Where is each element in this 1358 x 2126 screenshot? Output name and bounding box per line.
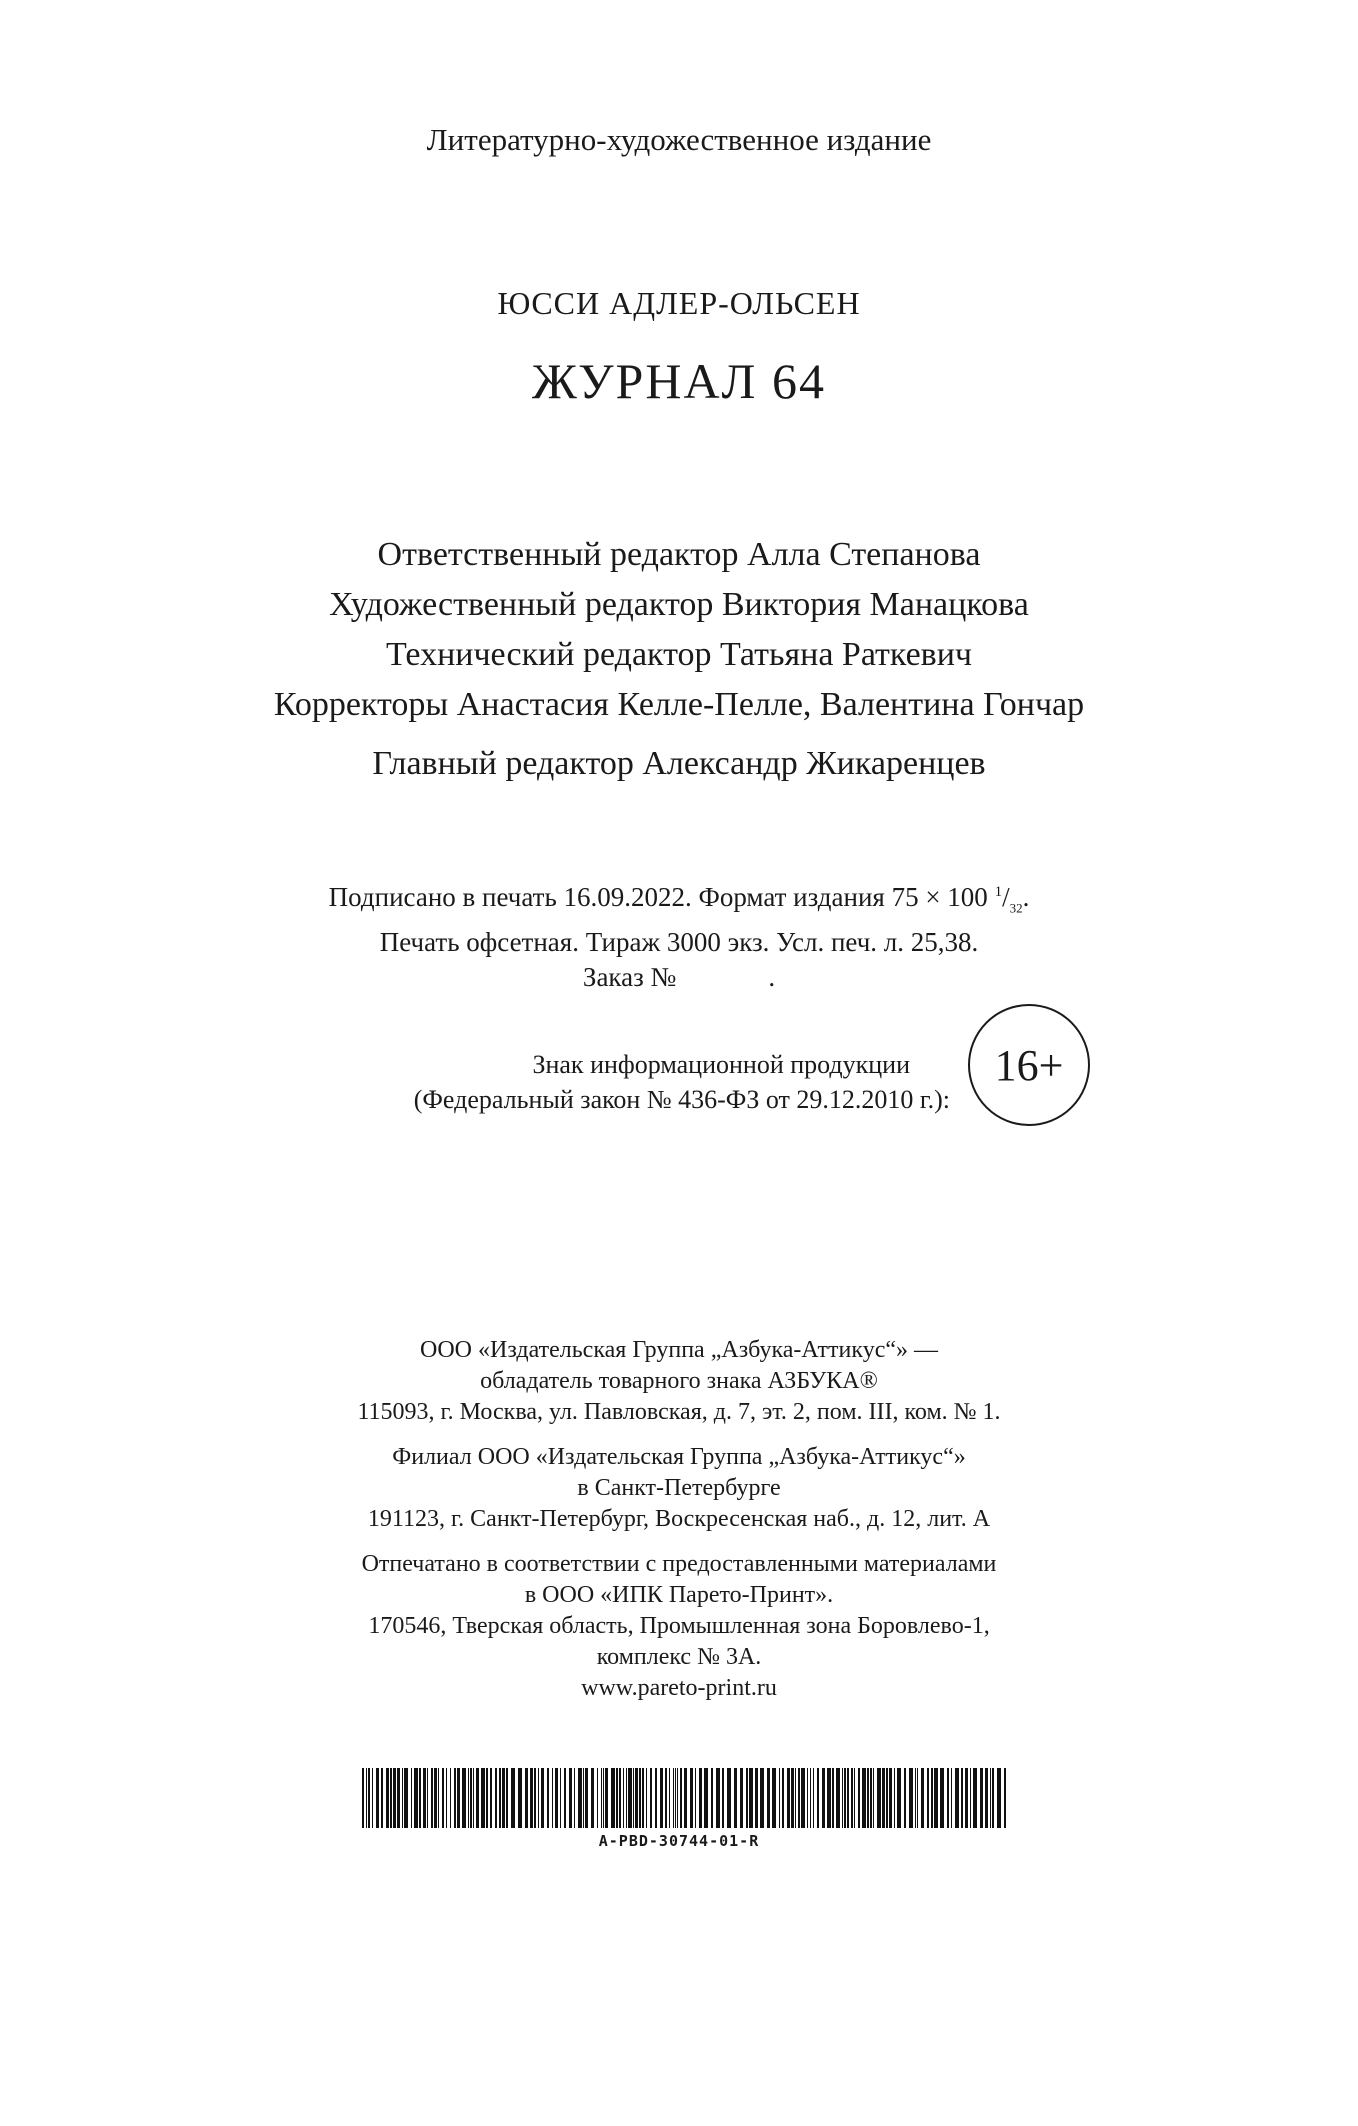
publisher-info [0, 1335, 1358, 1704]
printer-line: Отпечатано в соответствии с предоставленными материалами [361, 1551, 997, 1577]
printer-website: www.pareto-print.ru [581, 1675, 777, 1701]
age-rating-badge: 16+ [968, 1004, 1090, 1126]
print-format-text: Подписано в печать 16.09.2022. Формат издания 75 × 100 [328, 882, 988, 912]
publisher-line: 115093, г. Москва, ул. Павловская, д. 7, эт. 2, пом. III, ком. № 1. [357, 1399, 1001, 1425]
info-mark-line-1: Знак информационной продукции [532, 1050, 910, 1079]
editor-line: Технический редактор Татьяна Раткевич [385, 636, 973, 673]
branch-line: 191123, г. Санкт-Петербург, Воскресенская наб., д. 12, лит. А [367, 1506, 991, 1532]
barcode-image [362, 1768, 1010, 1828]
branch-line: Филиал ООО «Издательская Группа „Азбука-Аттикус“» [392, 1444, 966, 1470]
fraction-denominator: 32 [1009, 900, 1023, 916]
editor-line: Корректоры Анастасия Келле-Пелле, Валентина Гончар [273, 686, 1085, 723]
branch-line: в Санкт-Петербурге [577, 1475, 781, 1501]
barcode-label: A-PBD-30744-01-R [598, 1832, 760, 1850]
order-line: Заказ № . [582, 962, 776, 993]
publisher-line: ООО «Издательская Группа „Азбука-Аттикус“» — [420, 1337, 938, 1363]
print-line-2: Печать офсетная. Тираж 3000 экз. Усл. печ. л. 25,38. [379, 927, 979, 958]
info-mark-line-2: (Федеральный закон № 436-ФЗ от 29.12.2010 г.): [413, 1085, 950, 1114]
printer-line: 170546, Тверская область, Промышленная зона Боровлево-1, [368, 1613, 990, 1639]
editor-line: Ответственный редактор Алла Степанова [377, 536, 981, 573]
print-line-1: Подписано в печать 16.09.2022. Формат издания 75 × 100 $^1/_{32}$. [328, 882, 1030, 916]
chief-editor: Главный редактор Александр Жикаренцев [372, 745, 986, 782]
author-name: ЮССИ АДЛЕР-ОЛЬСЕН [497, 285, 861, 321]
editors-list [0, 530, 1358, 730]
editor-line: Художественный редактор Виктория Манацкова [329, 586, 1029, 623]
genre-label: Литературно-художественное издание [426, 122, 932, 157]
publisher-line: обладатель товарного знака АЗБУКА® [480, 1368, 878, 1394]
printer-line: в ООО «ИПК Парето-Принт». [524, 1582, 834, 1608]
printer-line: комплекс № 3А. [596, 1644, 762, 1670]
book-title: ЖУРНАЛ 64 [532, 353, 826, 409]
print-info [0, 875, 1358, 995]
fraction-numerator: 1 [994, 884, 1003, 900]
info-mark-text [280, 1047, 950, 1117]
order-label: Заказ № [582, 962, 677, 993]
